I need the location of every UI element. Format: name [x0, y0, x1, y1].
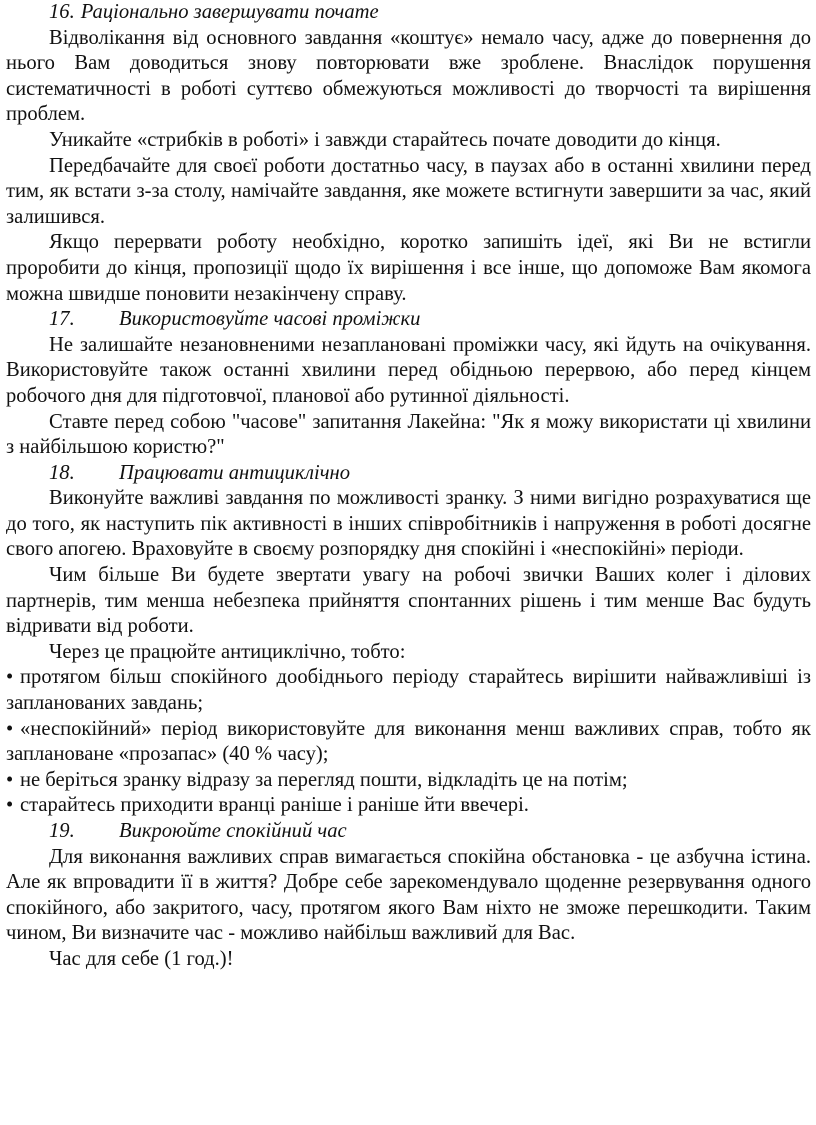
section-16-paragraph-2: Уникайте «стрибків в роботі» і завжди старайтесь почате доводити до кінця.: [49, 128, 721, 151]
section-16-title: Раціонально завершувати почате: [80, 1, 379, 23]
section-18-paragraph-3: Через це працюйте антициклічно, тобто:: [49, 640, 406, 663]
bullet-text: старайтесь приходити вранці раніше і раніше йти ввечері.: [20, 794, 529, 817]
section-16-number: 16.: [49, 1, 75, 23]
section-19-paragraph-1: Для виконання важливих справ вимагається спокійна обстановка - це азбучна істина. Але як впровадити її в життя? Добре себе зарекомендувало щоденне резервування одного спокійного, або закритого, часу, протягом якого Вам ніхто не зможе перешкодити. Таким чином, Ви визначите час - можливо найбільш важливий для Вас.: [6, 845, 811, 945]
section-19-title: Викроюйте спокійний час: [119, 820, 347, 842]
section-17-number: 17.: [49, 308, 75, 331]
bullet-dot: •: [6, 794, 14, 817]
bullet-dot: •: [6, 666, 14, 689]
section-19-number: 19.: [49, 820, 75, 842]
section-17-heading: [6, 307, 811, 333]
document-page: [6, 0, 811, 973]
bullet-text: протягом більш спокійного дообіднього періоду старайтесь вирішити найважливіші із запланованих завдань;: [6, 666, 811, 715]
section-18-title: Працювати антициклічно: [119, 461, 351, 484]
section-18-paragraph-1: Виконуйте важливі завдання по можливості зранку. З ними вигідно розрахуватися ще до того, як наступить пік активності в інших співробітників і напруження в роботі досягне свого апогею. Враховуйте в своєму розпорядку дня спокійні і «неспокійні» періоди.: [6, 487, 811, 561]
section-17-paragraph-2: Ставте перед собою "часове" запитання Лакейна: "Як я можу використати ці хвилини з найбільшою користю?": [6, 410, 811, 459]
bullet-dot: •: [6, 717, 14, 740]
bullet-text: не беріться зранку відразу за перегляд пошти, відкладіть це на потім;: [20, 768, 628, 791]
section-17-paragraph-1: Не залишайте незановненими незаплановані проміжки часу, які йдуть на очікування. Використовуйте також останні хвилини перед обідньою перервою, або перед кінцем робочого дня для підготовчої, планової або рутинної діяльності.: [6, 333, 811, 407]
section-19-paragraph-2: Час для себе (1 год.)!: [49, 947, 234, 970]
bullet-item: [6, 717, 811, 768]
section-16-paragraph-3: Передбачайте для своєї роботи достатньо часу, в паузах або в останні хвилини перед тим, як встати з-за столу, намічайте завдання, яке можете встигнути завершити за час, який залишився.: [6, 154, 811, 228]
bullet-dot: •: [6, 768, 14, 791]
section-18-paragraph-2: Чим більше Ви будете звертати увагу на робочі звички Ваших колег і ділових партнерів, тим менша небезпека прийняття спонтанних рішень і тим менше Вас будуть відривати від роботи.: [6, 564, 811, 638]
section-16-paragraph-1: Відволікання від основного завдання «коштує» немало часу, адже до повернення до нього Вам доводиться знову повторювати вже зроблене. Внаслідок порушення систематичності в роботі суттєво обмежуються можливості до творчості та вирішення проблем.: [6, 26, 811, 126]
section-16-heading: [6, 0, 811, 26]
section-16-paragraph-4: Якщо перервати роботу необхідно, коротко запишіть ідеї, які Ви не встигли проробити до кінця, пропозиції щодо їх вирішення і все інше, що допоможе Вам якомога можна швидше поновити незакінчену справу.: [6, 231, 811, 305]
bullet-text: «неспокійний» період використовуйте для виконання менш важливих справ, тобто як заплановане «прозапас» (40 % часу);: [6, 717, 811, 766]
section-18-number: 18.: [49, 461, 75, 484]
section-19-heading: [6, 819, 811, 845]
section-17-title: Використовуйте часові проміжки: [119, 308, 421, 331]
bullet-item: [6, 793, 811, 819]
section-18-heading: [6, 461, 811, 487]
bullet-item: [6, 665, 811, 716]
bullet-item: [6, 768, 811, 794]
